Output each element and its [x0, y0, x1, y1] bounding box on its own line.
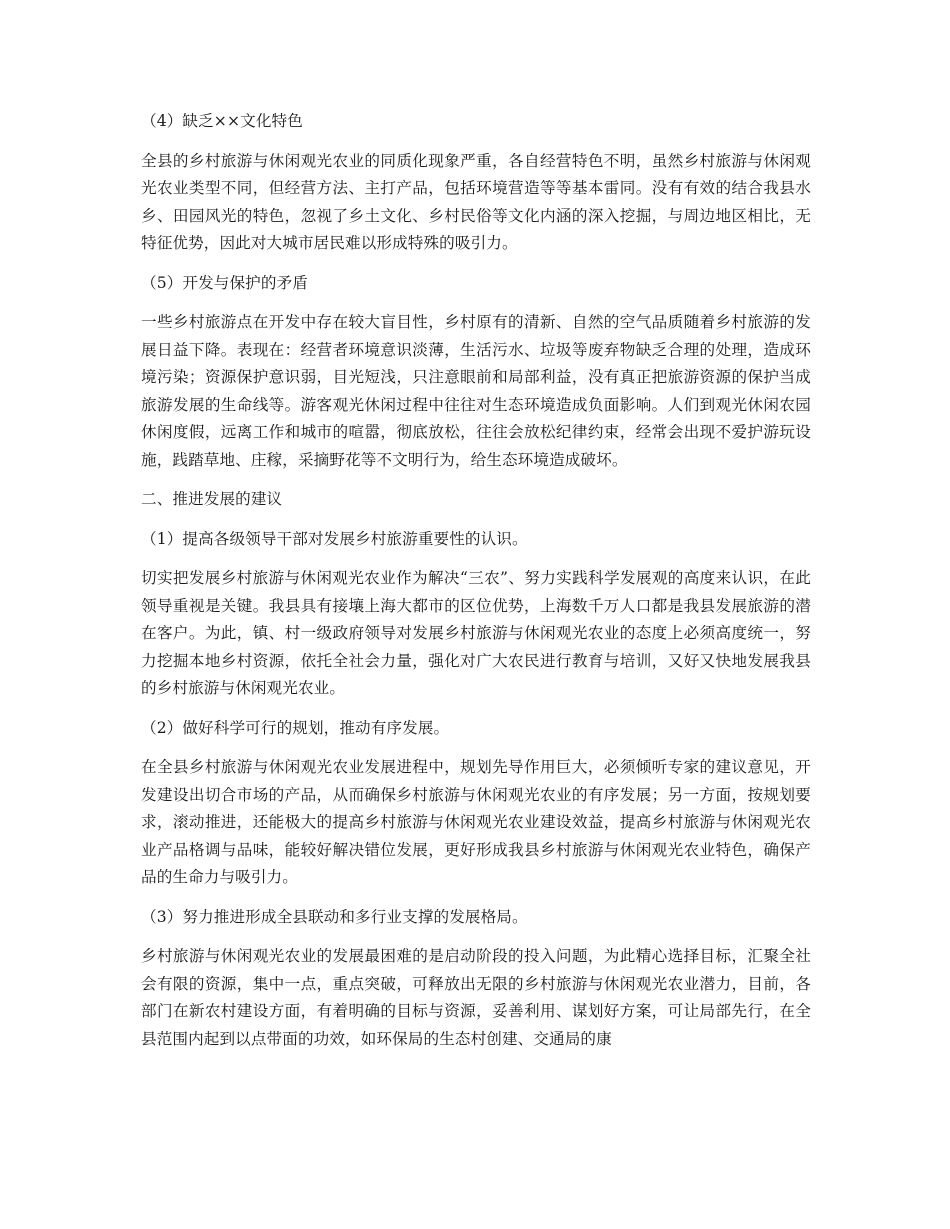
subheading-county-linkage: （3）努力推进形成全县联动和多行业支撑的发展格局。	[141, 907, 528, 926]
subheading-leadership-awareness: （1）提高各级领导干部对发展乡村旅游重要性的认识。	[141, 529, 528, 548]
paragraph-planning: 在全县乡村旅游与休闲观光农业发展进程中，规划先导作用巨大，必须倾听专家的建议意见，开发建设出切合市场的产品，从而确保乡村旅游与休闲观光农业的有序发展；另一方面，按规划要求，滚动推进，还能极大的提高乡村旅游与休闲观光农业建设效益，提高乡村旅游与休闲观光农业产品格调与品味，能较好解决错位发展，更好形成我县乡村旅游与休闲观光农业特色，确保产品的生命力与吸引力。	[141, 758, 811, 886]
section-heading-suggestions: 二、推进发展的建议	[141, 490, 283, 508]
section-heading-development-protection: （5）开发与保护的矛盾	[141, 273, 308, 292]
document-body	[141, 108, 811, 1065]
paragraph-county-linkage: 乡村旅游与休闲观光农业的发展最困难的是启动阶段的投入问题，为此精心选择目标，汇聚全社会有限的资源，集中一点，重点突破，可释放出无限的乡村旅游与休闲观光农业潜力，目前，各部门在新农村建设方面，有着明确的目标与资源，妥善利用、谋划好方案，可让局部先行，在全县范围内起到以点带面的功效，如环保局的生态村创建、交通局的康	[141, 947, 811, 1048]
subheading-planning: （2）做好科学可行的规划，推动有序发展。	[141, 718, 450, 737]
paragraph-culture: 全县的乡村旅游与休闲观光农业的同质化现象严重，各自经营特色不明，虽然乡村旅游与休闲观光农业类型不同，但经营方法、主打产品，包括环境营造等等基本雷同。没有有效的结合我县水乡、田园风光的特色，忽视了乡土文化、乡村民俗等文化内涵的深入挖掘，与周边地区相比，无特征优势，因此对大城市居民难以形成特殊的吸引力。	[141, 151, 811, 252]
paragraph-development-protection: 一些乡村旅游点在开发中存在较大盲目性，乡村原有的清新、自然的空气品质随着乡村旅游的发展日益下降。表现在：经营者环境意识淡薄，生活污水、垃圾等废弃物缺乏合理的处理，造成环境污染；资源保护意识弱，目光短浅，只注意眼前和局部利益，没有真正把旅游资源的保护当成旅游发展的生命线等。游客观光休闲过程中往往对生态环境造成负面影响。人们到观光休闲农园休闲度假，远离工作和城市的喧嚣，彻底放松，往往会放松纪律约束，经常会出现不爱护游玩设施，践踏草地、庄稼，采摘野花等不文明行为，给生态环境造成破坏。	[141, 313, 811, 469]
section-heading-culture: （4）缺乏××文化特色	[141, 112, 303, 130]
paragraph-leadership-awareness: 切实把发展乡村旅游与休闲观光农业作为解决“三农”、努力实践科学发展观的高度来认识，在此领导重视是关键。我县具有接壤上海大都市的区位优势，上海数千万人口都是我县发展旅游的潜在客户。为此，镇、村一级政府领导对发展乡村旅游与休闲观光农业的态度上必须高度统一，努力挖掘本地乡村资源，依托全社会力量，强化对广大农民进行教育与培训，又好又快地发展我县的乡村旅游与休闲观光农业。	[141, 569, 811, 697]
